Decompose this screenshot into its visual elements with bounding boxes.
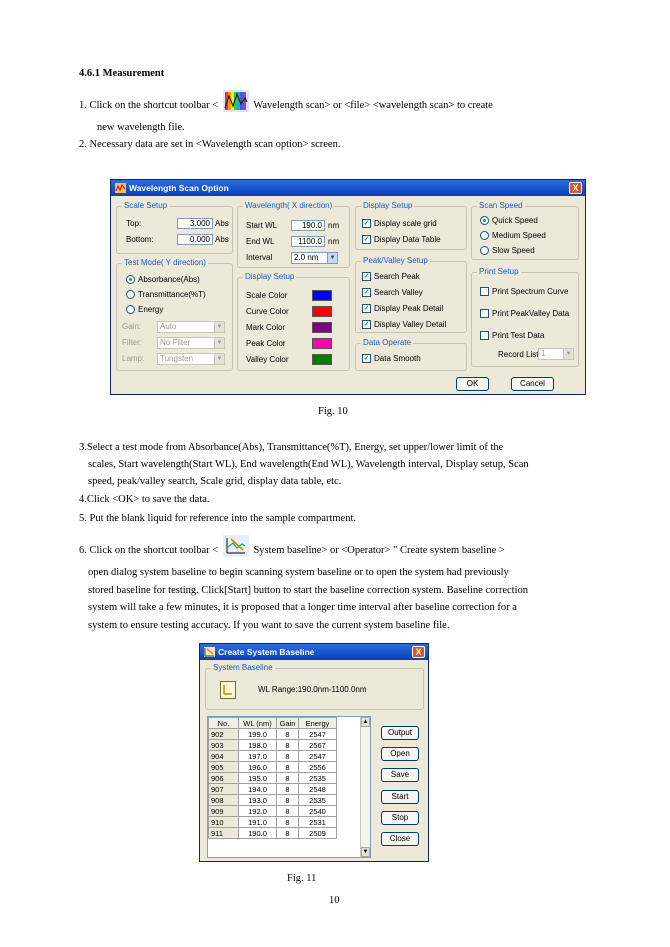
step-6-line-1 <box>79 543 505 559</box>
cell-energy: 2547 <box>299 751 337 762</box>
print-test-data-checkbox[interactable] <box>480 331 489 340</box>
header-energy: Energy <box>299 718 337 729</box>
group-title: Print Setup <box>479 267 519 276</box>
start-wl-unit: nm <box>328 221 340 230</box>
transmittance-radio[interactable] <box>126 290 135 299</box>
cell-no: 906 <box>209 773 239 784</box>
print-spectrum-label: Print Spectrum Curve <box>492 287 569 296</box>
cell-energy: 2556 <box>299 762 337 773</box>
step-1 <box>79 98 493 114</box>
gain-value: Auto <box>160 322 177 331</box>
scale-grid-label: Display scale grid <box>374 219 437 228</box>
cell-gain: 8 <box>277 795 299 806</box>
cell-wl: 198.0 <box>239 740 277 751</box>
scale-color-label: Scale Color <box>246 291 288 300</box>
cell-energy: 2531 <box>299 817 337 828</box>
peak-valley-group <box>355 256 467 333</box>
scroll-up-icon[interactable]: ▲ <box>362 719 369 725</box>
cell-gain: 8 <box>277 751 299 762</box>
system-baseline-group <box>205 663 424 710</box>
start-wl-input[interactable]: 190.0 <box>291 220 325 231</box>
step-1-text-pre: 1. Click on the shortcut toolbar <box>79 100 210 111</box>
header-gain: Gain <box>277 718 299 729</box>
cell-energy: 2567 <box>299 740 337 751</box>
display-colors-group <box>237 272 350 371</box>
step-3-line-1: 3.Select a test mode from Absorbance(Abs), Transmittance(%T), Energy, set upper/lower limit of the <box>79 442 504 453</box>
filter-label: Filter: <box>122 338 142 347</box>
chevron-down-icon: ▼ <box>214 322 224 332</box>
fig-10-caption: Fig. 10 <box>318 406 348 417</box>
step-6-line-4: system will take a few minutes, it is proposed that a longer time interval after baseline correction for a <box>88 602 517 613</box>
cell-gain: 8 <box>277 740 299 751</box>
dialog-titlebar[interactable] <box>111 180 585 196</box>
baseline-file-icon <box>220 681 236 699</box>
table-row[interactable] <box>209 762 337 773</box>
cell-wl: 194.0 <box>239 784 277 795</box>
group-title: Peak/Valley Setup <box>363 256 428 265</box>
display-setup-group <box>355 201 467 250</box>
cell-no: 910 <box>209 817 239 828</box>
step-6-line-5: system to ensure testing accuracy. If you want to save the current system baseline file. <box>88 620 450 631</box>
cell-gain: 8 <box>277 806 299 817</box>
mark-color-swatch[interactable] <box>312 322 332 333</box>
cell-energy: 2535 <box>299 773 337 784</box>
section-heading: 4.6.1 Measurement <box>79 68 165 79</box>
curve-color-swatch[interactable] <box>312 306 332 317</box>
filter-value: No Filter <box>160 338 191 347</box>
valley-detail-checkbox[interactable]: ✓ <box>363 321 370 328</box>
valley-detail-label: Display Valley Detail <box>374 320 447 329</box>
baseline-window-icon <box>204 647 215 657</box>
search-valley-label: Search Valley <box>374 288 423 297</box>
cell-wl: 193.0 <box>239 795 277 806</box>
bottom-label: Bottom: <box>126 235 154 244</box>
valley-color-swatch[interactable] <box>312 354 332 365</box>
data-smooth-label: Data Smooth <box>374 354 421 363</box>
dialog-title: Create System Baseline <box>218 647 315 657</box>
search-valley-checkbox[interactable]: ✓ <box>363 289 370 296</box>
lamp-label: Lamp: <box>122 354 145 363</box>
cell-wl: 195.0 <box>239 773 277 784</box>
bottom-input[interactable]: 0.000 <box>177 234 213 245</box>
table-row[interactable] <box>209 773 337 784</box>
chevron-down-icon: ▼ <box>214 354 224 364</box>
close-icon[interactable]: X <box>412 646 425 658</box>
scale-grid-checkbox[interactable]: ✓ <box>363 220 370 227</box>
cell-wl: 190.0 <box>239 828 277 839</box>
page-number: 10 <box>329 895 340 906</box>
absorbance-label: Absorbance(Abs) <box>138 275 200 284</box>
peak-color-swatch[interactable] <box>312 338 332 349</box>
interval-select[interactable] <box>291 252 338 264</box>
print-spectrum-checkbox[interactable] <box>480 287 489 296</box>
end-wl-label: End WL <box>246 237 275 246</box>
cell-gain: 8 <box>277 773 299 784</box>
wavelength-group <box>237 201 350 268</box>
medium-speed-radio[interactable] <box>480 231 489 240</box>
scan-speed-group <box>471 201 579 260</box>
lamp-select[interactable] <box>157 353 225 365</box>
group-title: Display Setup <box>245 272 295 281</box>
record-list-value: 1 <box>541 349 546 358</box>
table-row[interactable] <box>209 784 337 795</box>
group-title: Test Mode( Y direction) <box>124 258 206 267</box>
table-row[interactable] <box>209 806 337 817</box>
cell-no: 909 <box>209 806 239 817</box>
table-row[interactable] <box>209 795 337 806</box>
print-test-data-label: Print Test Data <box>492 331 545 340</box>
group-title: Wavelength( X direction) <box>245 201 333 210</box>
test-mode-group <box>116 258 233 371</box>
cell-no: 908 <box>209 795 239 806</box>
top-input[interactable]: 3.000 <box>177 218 213 229</box>
cell-energy: 2548 <box>299 784 337 795</box>
table-row[interactable] <box>209 740 337 751</box>
medium-speed-label: Medium Speed <box>492 231 546 240</box>
cell-no: 907 <box>209 784 239 795</box>
save-button[interactable]: Save <box>381 768 419 782</box>
top-unit: Abs <box>215 219 229 228</box>
output-button[interactable]: Output <box>381 726 419 740</box>
peak-detail-checkbox[interactable]: ✓ <box>363 305 370 312</box>
end-wl-unit: nm <box>328 237 340 246</box>
energy-label: Energy <box>138 305 164 314</box>
open-button[interactable]: Open <box>381 747 419 761</box>
cell-no: 905 <box>209 762 239 773</box>
header-no: No. <box>209 718 239 729</box>
gain-select[interactable] <box>157 321 225 333</box>
cell-gain: 8 <box>277 729 299 740</box>
slow-speed-label: Slow Speed <box>492 246 535 255</box>
table-row[interactable] <box>209 817 337 828</box>
step-6-line-3: stored baseline for testing. Click[Start] button to start the baseline correction system. Baseline correction <box>88 585 529 596</box>
curve-color-label: Curve Color <box>246 307 289 316</box>
close-button[interactable]: Close <box>381 832 419 846</box>
cell-gain: 8 <box>277 784 299 795</box>
gain-label: Gain: <box>122 322 142 331</box>
cell-wl: 192.0 <box>239 806 277 817</box>
cell-no: 904 <box>209 751 239 762</box>
cell-energy: 2547 <box>299 729 337 740</box>
step-6-line-2: open dialog system baseline to begin scanning system baseline or to open the system had previously <box>88 567 509 578</box>
print-setup-group <box>471 267 579 367</box>
filter-select[interactable] <box>157 337 225 349</box>
end-wl-input[interactable]: 1100.0 <box>291 236 325 247</box>
print-peakvalley-label: Print PeakValley Data <box>492 309 570 318</box>
search-peak-checkbox[interactable]: ✓ <box>363 273 370 280</box>
table-scrollbar[interactable] <box>360 717 370 857</box>
chevron-down-icon: ▼ <box>327 253 337 263</box>
ok-button[interactable]: OK <box>456 377 489 391</box>
chevron-down-icon: ▼ <box>563 349 573 359</box>
cell-no: 903 <box>209 740 239 751</box>
step-1-lt: < <box>212 100 219 111</box>
search-peak-label: Search Peak <box>374 272 420 281</box>
cell-wl: 199.0 <box>239 729 277 740</box>
energy-radio[interactable] <box>126 305 135 314</box>
scroll-down-icon[interactable]: ▼ <box>362 849 369 855</box>
step-3-line-2: scales, Start wavelength(Start WL), End wavelength(End WL), Wavelength interval, Display setup, Scan <box>88 459 529 470</box>
dialog-title: Wavelength Scan Option <box>129 183 229 193</box>
cell-wl: 191.0 <box>239 817 277 828</box>
baseline-data-table[interactable] <box>207 716 371 858</box>
data-operate-group <box>355 338 467 371</box>
record-list-select[interactable] <box>538 348 574 360</box>
close-icon[interactable]: X <box>569 182 582 194</box>
step-4: 4.Click <OK> to save the data. <box>79 494 210 505</box>
dialog-titlebar[interactable] <box>200 644 428 660</box>
cell-energy: 2509 <box>299 828 337 839</box>
group-title: System Baseline <box>213 663 273 672</box>
wl-range: WL Range:190.0nm-1100.0nm <box>258 685 367 694</box>
mark-color-label: Mark Color <box>246 323 286 332</box>
cell-wl: 196.0 <box>239 762 277 773</box>
start-wl-label: Start WL <box>246 221 278 230</box>
chevron-down-icon: ▼ <box>214 338 224 348</box>
peak-detail-label: Display Peak Detail <box>374 304 444 313</box>
table-row[interactable] <box>209 729 337 740</box>
top-label: Top: <box>126 219 142 228</box>
absorbance-radio[interactable] <box>126 275 135 284</box>
data-table-checkbox[interactable]: ✓ <box>363 236 370 243</box>
slow-speed-radio[interactable] <box>480 246 489 255</box>
valley-color-label: Valley Color <box>246 355 289 364</box>
step-5: 5. Put the blank liquid for reference into the sample compartment. <box>79 513 356 524</box>
group-title: Scale Setup <box>124 201 168 210</box>
cell-gain: 8 <box>277 817 299 828</box>
fig-11-caption: Fig. 11 <box>287 873 317 884</box>
interval-value: 2.0 nm <box>294 253 319 262</box>
transmittance-label: Transmittance(%T) <box>138 290 206 299</box>
table-row[interactable] <box>209 828 337 839</box>
step-6-text-pre: 6. Click on the shortcut toolbar < <box>79 545 219 556</box>
table-row[interactable] <box>209 751 337 762</box>
cell-energy: 2535 <box>299 795 337 806</box>
system-baseline-icon <box>223 535 249 557</box>
table-header-row <box>209 718 337 729</box>
start-button[interactable]: Start <box>381 790 419 804</box>
interval-label: Interval <box>246 253 273 262</box>
create-system-baseline-dialog <box>199 643 429 862</box>
quick-speed-label: Quick Speed <box>492 216 538 225</box>
cell-energy: 2540 <box>299 806 337 817</box>
wavelength-scan-icon <box>223 90 249 112</box>
group-title: Display Setup <box>363 201 413 210</box>
stop-button[interactable]: Stop <box>381 811 419 825</box>
lamp-value: Tungsten <box>160 354 194 363</box>
scale-setup-group <box>116 201 233 254</box>
wavelength-scan-option-dialog <box>110 179 586 395</box>
group-title: Data Operate <box>363 338 412 347</box>
scale-color-swatch[interactable] <box>312 290 332 301</box>
data-smooth-checkbox[interactable]: ✓ <box>363 355 370 362</box>
cell-gain: 8 <box>277 828 299 839</box>
step-2: 2. Necessary data are set in <Wavelength scan option> screen. <box>79 139 341 150</box>
scan-window-icon <box>115 183 126 193</box>
bottom-unit: Abs <box>215 235 229 244</box>
cell-no: 911 <box>209 828 239 839</box>
record-list-label: Record List <box>498 350 539 359</box>
group-title: Scan Speed <box>479 201 523 210</box>
quick-speed-radio[interactable] <box>480 216 489 225</box>
header-wl: WL (nm) <box>239 718 277 729</box>
data-table-label: Display Data Table <box>374 235 441 244</box>
step-1-text-post: Wavelength scan> or <file> <wavelength scan> to create <box>253 100 493 111</box>
cancel-button[interactable]: Cancel <box>511 377 554 391</box>
step-6-text-post: System baseline> or <Operator> " Create system baseline > <box>253 545 505 556</box>
cell-gain: 8 <box>277 762 299 773</box>
print-peakvalley-checkbox[interactable] <box>480 309 489 318</box>
cell-wl: 197.0 <box>239 751 277 762</box>
peak-color-label: Peak Color <box>246 339 286 348</box>
cell-no: 902 <box>209 729 239 740</box>
step-3-line-3: speed, peak/valley search, Scale grid, display data table, etc. <box>88 476 342 487</box>
step-1-continued: new wavelength file. <box>97 122 185 133</box>
